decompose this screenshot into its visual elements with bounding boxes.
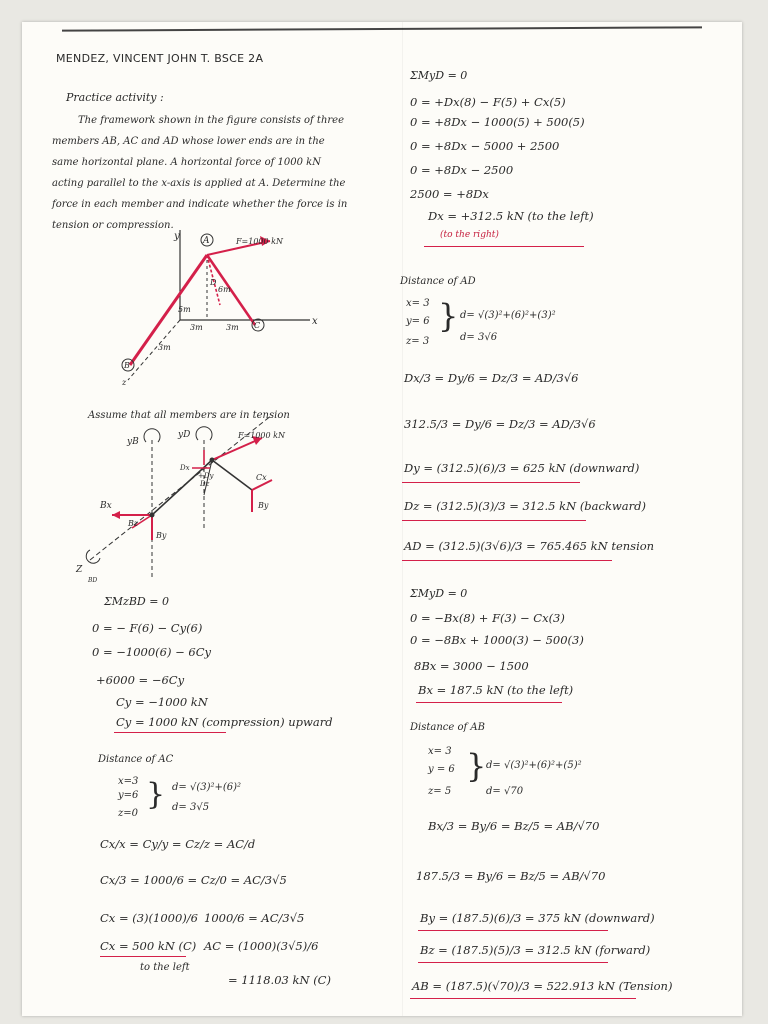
- ac-distance-formula: d= √(3)²+(6)²: [172, 782, 242, 793]
- ac-y: y=6: [118, 790, 139, 801]
- underline-cy: [114, 732, 226, 733]
- fbd-label-bd: BD: [88, 577, 98, 584]
- fbd-label-bx: Bx: [100, 501, 112, 511]
- free-body-diagram: [72, 420, 312, 590]
- fbd-label-yd: yD: [178, 430, 191, 440]
- fbd-label-cy: By: [258, 501, 269, 510]
- ac-cx-direction: to the left: [140, 962, 190, 973]
- ac-distance-result: d= 3√5: [172, 802, 210, 813]
- fig1-point-d: D: [210, 278, 217, 287]
- brace-ac: }: [146, 777, 166, 812]
- ac-cx-result: Cx = 500 kN (C): [100, 939, 197, 953]
- ac-force-result: = 1118.03 kN (C): [228, 973, 331, 987]
- underline-cx: [100, 956, 186, 957]
- right-b-line-1: 0 = −Bx(8) + F(3) − Cx(3): [410, 611, 565, 625]
- fig1-dim-3m-c: 3m: [158, 343, 171, 352]
- page-crease: [402, 22, 403, 1016]
- distance-ac-title: Distance of AC: [98, 754, 174, 765]
- ad-x: x= 3: [406, 298, 430, 309]
- ad-dz-result: Dz = (312.5)(3)/3 = 312.5 kN (backward): [404, 499, 646, 513]
- ab-distance-result: d= √70: [486, 786, 524, 797]
- practice-title: Practice activity :: [66, 91, 164, 104]
- right-dx-correction: (to the right): [440, 230, 499, 240]
- underline-bx: [416, 702, 562, 703]
- right-b-line-2: 0 = −8Bx + 1000(3) − 500(3): [410, 633, 584, 647]
- ab-force-result: AB = (187.5)(√70)/3 = 522.913 kN (Tension): [412, 979, 673, 993]
- ab-ratio-1: Bx/3 = By/6 = Bz/5 = AB/√70: [428, 819, 600, 833]
- left-line-2: 0 = −1000(6) − 6Cy: [92, 645, 212, 659]
- left-line-4: Cy = −1000 kN: [116, 695, 208, 709]
- fig1-dim-6m: 6m: [218, 285, 231, 294]
- ad-dy-result: Dy = (312.5)(6)/3 = 625 kN (downward): [404, 461, 640, 475]
- ab-ratio-2: 187.5/3 = By/6 = Bz/5 = AB/√70: [416, 869, 606, 883]
- assume-note: Assume that all members are in tension: [88, 410, 290, 421]
- right-line-3: 0 = +8Dx − 5000 + 2500: [410, 139, 560, 153]
- fbd-label-dy: +Dy: [198, 472, 214, 480]
- ab-y: y = 6: [428, 764, 455, 775]
- brace-ab: }: [466, 747, 487, 785]
- fig1-force-label: F=1000 kN: [236, 237, 284, 246]
- underline-ad: [402, 560, 612, 561]
- ab-bz-result: Bz = (187.5)(5)/3 = 312.5 kN (forward): [420, 943, 651, 957]
- right-moment-eq: ΣMyD = 0: [410, 69, 468, 82]
- left-line-5: Cy = 1000 kN (compression) upward: [116, 715, 333, 729]
- right-line-1: 0 = +Dx(8) − F(5) + Cx(5): [410, 95, 566, 109]
- ab-by-result: By = (187.5)(6)/3 = 375 kN (downward): [420, 911, 655, 925]
- fig1-point-c: C: [254, 321, 261, 330]
- fbd-label-bz: Bz: [128, 519, 139, 528]
- fig1-point-a: A: [203, 236, 210, 246]
- fbd-label-by: By: [156, 531, 167, 540]
- fig1-dim-3m-a: 3m: [190, 323, 203, 332]
- ad-y: y= 6: [406, 316, 430, 327]
- right-line-2: 0 = +8Dx − 1000(5) + 500(5): [410, 115, 585, 129]
- fbd-label-dx: Dx: [180, 464, 190, 472]
- right-line-4: 0 = +8Dx − 2500: [410, 163, 514, 177]
- ad-distance-formula: d= √(3)²+(6)²+(3)²: [460, 310, 556, 321]
- right-moment-eq-2: ΣMyD = 0: [410, 587, 468, 600]
- student-header: MENDEZ, VINCENT JOHN T. BSCE 2A: [56, 52, 264, 65]
- ad-z: z= 3: [406, 336, 430, 347]
- ab-z: z= 5: [428, 786, 452, 797]
- underline-dy: [402, 482, 580, 483]
- fbd-force-label: F=1000 kN: [238, 431, 286, 440]
- ad-ratio-2: 312.5/3 = Dy/6 = Dz/3 = AD/3√6: [404, 417, 596, 431]
- top-rule: [62, 26, 702, 31]
- fig1-dim-3m-b: 3m: [226, 323, 239, 332]
- underline-dx: [424, 246, 584, 247]
- fig1-axis-x: x: [312, 316, 318, 327]
- fbd-label-dz: Dz: [200, 480, 210, 488]
- left-moment-eq: ΣMzBD = 0: [104, 595, 169, 608]
- right-line-5: 2500 = +8Dx: [410, 187, 489, 201]
- right-bx-result: Bx = 187.5 kN (to the left): [418, 683, 574, 697]
- ac-force-calc: AC = (1000)(3√5)/6: [204, 939, 319, 953]
- fbd-label-cx: Cx: [256, 473, 267, 482]
- brace-ad: }: [438, 297, 459, 335]
- ac-ratio-1: Cx/x = Cy/y = Cz/z = AC/d: [100, 837, 256, 851]
- ad-force-result: AD = (312.5)(3√6)/3 = 765.465 kN tension: [404, 539, 655, 553]
- framework-figure: [110, 225, 350, 385]
- right-b-line-3: 8Bx = 3000 − 1500: [414, 659, 529, 673]
- ac-cx-calc: Cx = (3)(1000)/6: [100, 911, 198, 925]
- underline-by: [418, 930, 608, 931]
- fig1-dim-5m: 5m: [178, 305, 191, 314]
- ab-distance-formula: d= √(3)²+(6)²+(5)²: [486, 760, 582, 771]
- ad-distance-result: d= 3√6: [460, 332, 498, 343]
- problem-statement: The framework shown in the figure consists of three members AB, AC and AD whose lower ends are in the same horizontal plane. A horizontal force of 1000 kN acting parallel to the x-axis is applied at A. Determine the force in each member and indicate whether the force is in tension or compression.: [52, 115, 348, 231]
- left-line-1: 0 = − F(6) − Cy(6): [92, 621, 203, 635]
- ac-z: z=0: [118, 808, 139, 819]
- fig1-axis-y: y: [174, 231, 180, 242]
- ac-ratio-3: 1000/6 = AC/3√5: [204, 911, 305, 925]
- ab-x: x= 3: [428, 746, 452, 757]
- fbd-label-yb: yB: [127, 437, 139, 447]
- fbd-axis-z: Z: [76, 565, 83, 575]
- ad-ratio-1: Dx/3 = Dy/6 = Dz/3 = AD/3√6: [404, 371, 579, 385]
- underline-ab: [410, 998, 636, 999]
- left-line-3: +6000 = −6Cy: [96, 673, 185, 687]
- distance-ad-title: Distance of AD: [400, 276, 476, 287]
- underline-dz: [402, 520, 586, 521]
- right-dx-result: Dx = +312.5 kN (to the left): [428, 209, 594, 223]
- underline-bz: [418, 962, 608, 963]
- fig1-axis-z: z: [122, 378, 127, 387]
- distance-ab-title: Distance of AB: [410, 722, 485, 733]
- ac-ratio-2: Cx/3 = 1000/6 = Cz/0 = AC/3√5: [100, 873, 287, 887]
- ac-x: x=3: [118, 776, 139, 787]
- fig1-point-b: B: [124, 361, 130, 370]
